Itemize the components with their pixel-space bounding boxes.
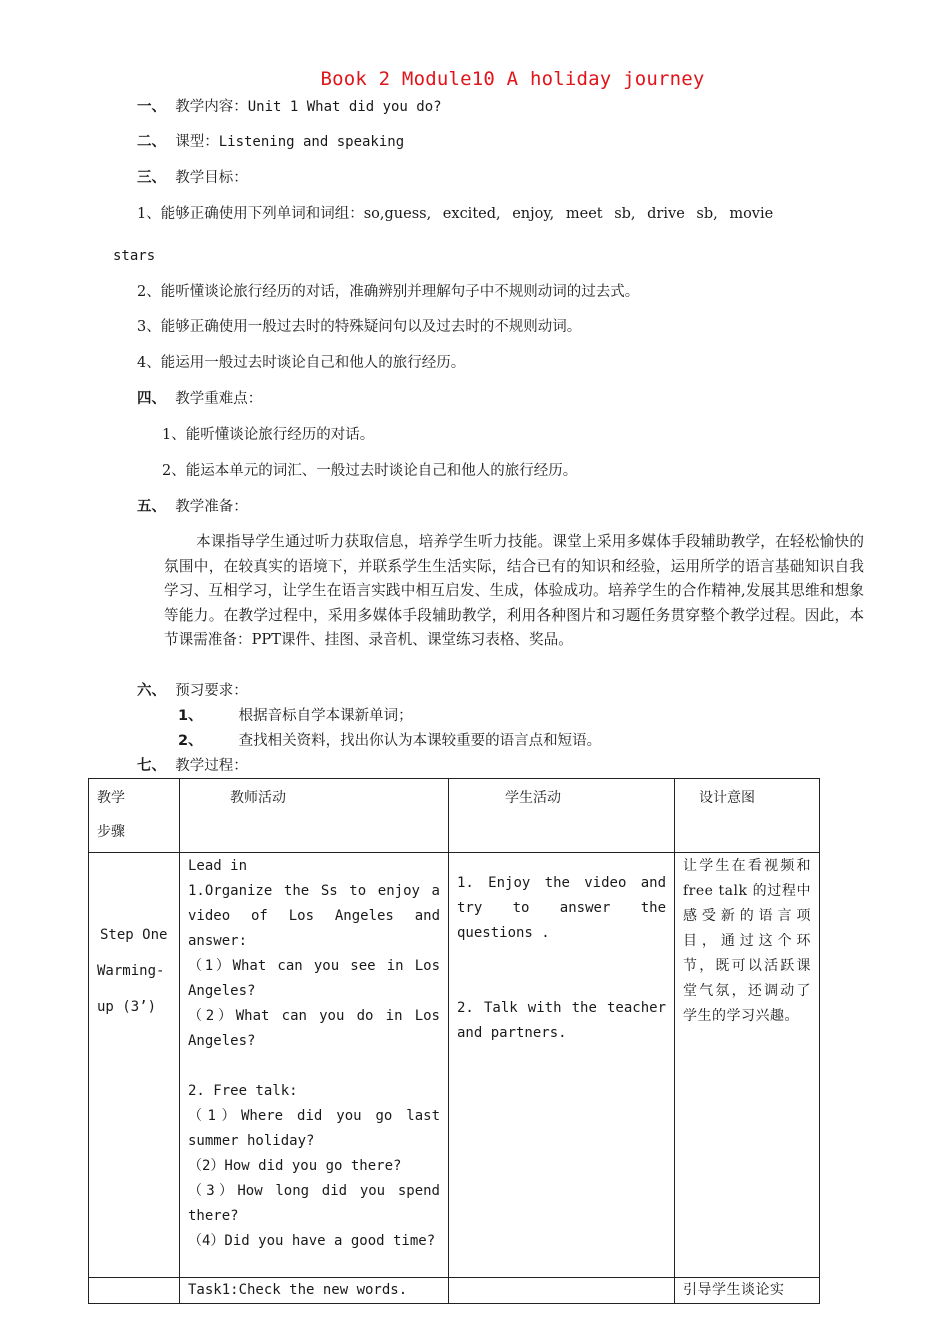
- table-row: [89, 853, 820, 1278]
- teacher-line: （1）What can you see in Los Angeles?: [188, 958, 440, 999]
- header-design: 设计意图: [675, 779, 820, 853]
- section-1: [137, 97, 442, 117]
- design-intent-cell: 让学生在看视频和 free talk 的过程中感受新的语言项目，通过这个环节，既可以活跃课堂气氛，还调动了学生的学习兴趣。: [675, 853, 820, 1278]
- header-step: [89, 779, 180, 853]
- header-step-line1: 教学: [97, 790, 125, 806]
- goal-1: 1、能够正确使用下列单词和词组：so,guess, excited, enjoy, meet sb, drive sb, movie: [137, 206, 774, 222]
- teacher-line: （1）Where did you go last summer holiday?: [188, 1108, 440, 1149]
- section-number: 三、: [137, 170, 166, 186]
- student-activity-cell: [449, 853, 675, 1278]
- section-5: [137, 497, 248, 517]
- item-number: 2、: [178, 733, 203, 749]
- table-row: [89, 1278, 820, 1304]
- teacher-line: （2）What can you do in Los Angeles?: [188, 1008, 440, 1049]
- teaching-process-table: [88, 778, 820, 1304]
- teacher-line: Lead in: [188, 858, 248, 874]
- key-point-1: 1、能听懂谈论旅行经历的对话。: [162, 427, 375, 443]
- section-7: [137, 756, 248, 776]
- goal-4: 4、能运用一般过去时谈论自己和他人的旅行经历。: [137, 355, 466, 371]
- teacher-activity-cell: [180, 853, 449, 1278]
- table-header-row: [89, 779, 820, 853]
- section-number: 一、: [137, 99, 166, 115]
- section-label: 教学准备：: [175, 499, 248, 515]
- section-6: [137, 681, 248, 701]
- teacher-line: （4）Did you have a good time?: [188, 1233, 436, 1249]
- section-number: 四、: [137, 391, 166, 407]
- section-2: [137, 132, 404, 152]
- section-4: [137, 389, 262, 409]
- preview-item-1: [178, 706, 413, 726]
- item-text: 根据音标自学本课新单词；: [238, 708, 413, 724]
- section-value: Listening and speaking: [218, 134, 405, 150]
- item-number: 1、: [178, 708, 203, 724]
- student-line: 1. Enjoy the video and try to answer the questions .: [457, 875, 666, 941]
- design-intent-cell: 引导学生谈论实: [675, 1278, 820, 1304]
- step-line: Step One: [100, 927, 168, 943]
- item-text: 查找相关资料，找出你认为本课较重要的语言点和短语。: [238, 733, 602, 749]
- section-number: 五、: [137, 499, 166, 515]
- document-title: Book 2 Module10 A holiday journey: [320, 68, 705, 90]
- section-label: 课型：: [175, 134, 219, 150]
- section-label: 教学过程：: [175, 758, 248, 774]
- student-line: 2. Talk with the teacher and partners.: [457, 1000, 666, 1041]
- step-cell: [89, 1278, 180, 1304]
- section-label: 教学重难点：: [175, 391, 263, 407]
- teacher-line: （3）How long did you spend there?: [188, 1183, 440, 1224]
- section-number: 七、: [137, 758, 166, 774]
- header-teacher: 教师活动: [180, 779, 449, 853]
- key-point-2: 2、能运本单元的词汇、一般过去时谈论自己和他人的旅行经历。: [162, 463, 578, 479]
- teacher-activity-cell: Task1:Check the new words.: [180, 1278, 449, 1304]
- teacher-line: （2）How did you go there?: [188, 1158, 402, 1174]
- section-label: 预习要求：: [175, 683, 248, 699]
- section-label: 教学内容：: [175, 99, 248, 115]
- teacher-line: 2. Free talk:: [188, 1083, 298, 1099]
- header-student: 学生活动: [449, 779, 675, 853]
- step-cell: [89, 853, 180, 1278]
- goal-2: 2、能听懂谈论旅行经历的对话，准确辨别并理解句子中不规则动词的过去式。: [137, 284, 640, 300]
- section-3: [137, 168, 248, 188]
- section-number: 二、: [137, 134, 166, 150]
- goal-3: 3、能够正确使用一般过去时的特殊疑问句以及过去时的不规则动词。: [137, 319, 582, 335]
- section-value: Unit 1 What did you do?: [247, 99, 442, 115]
- teacher-line: 1.Organize the Ss to enjoy a video of Los Angeles and answer:: [188, 883, 440, 949]
- student-activity-cell: [449, 1278, 675, 1304]
- goal-1-continued: stars: [113, 248, 156, 264]
- preview-item-2: [178, 731, 601, 751]
- section-number: 六、: [137, 683, 166, 699]
- preparation-paragraph: 本课指导学生通过听力获取信息，培养学生听力技能。课堂上采用多媒体手段辅助教学，在轻松愉快的氛围中，在较真实的语境下，并联系学生生活实际，结合已有的知识和经验，运用所学的语言基础知识自我学习、互相学习，让学生在语言实践中相互启发、生成，体验成功。培养学生的合作精神,发展其思维和想象等能力。在教学过程中，采用多媒体手段辅助教学，利用各种图片和习题任务贯穿整个教学过程。因此，本节课需准备：PPT课件、挂图、录音机、课堂练习表格、奖品。: [164, 533, 864, 649]
- step-line: Warming-: [97, 963, 165, 979]
- section-label: 教学目标：: [175, 170, 248, 186]
- header-step-line2: 步骤: [97, 824, 125, 840]
- step-line: up (3’): [97, 999, 157, 1015]
